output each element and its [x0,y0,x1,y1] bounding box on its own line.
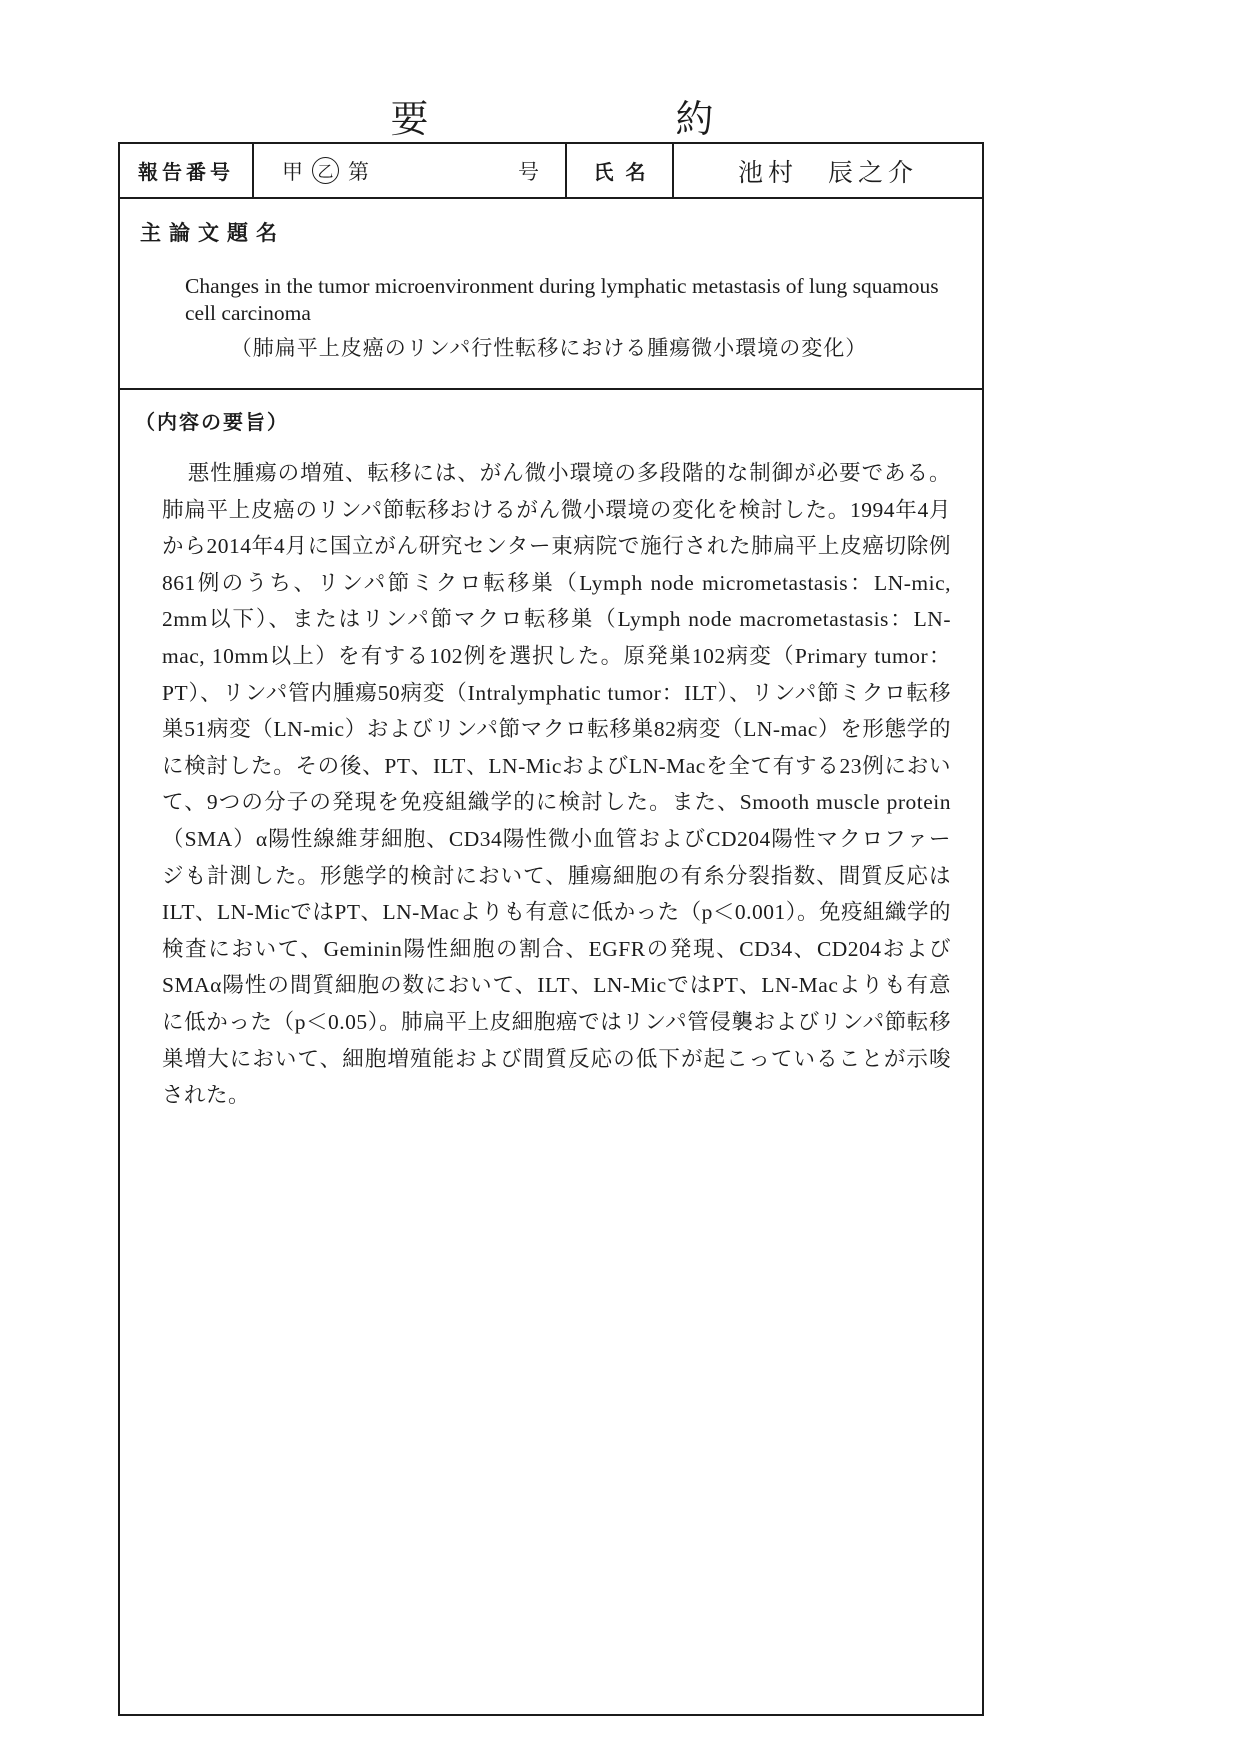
thesis-title-section-label: 主論文題名 [140,221,285,245]
report-dai-char: 第 [348,159,369,184]
document-frame [118,142,984,1716]
abstract-body-text: 悪性腫瘍の増殖、転移には、がん微小環境の多段階的な制御が必要である。肺扁平上皮癌のリンパ節転移おけるがん微小環境の変化を検討した。1994年4月から2014年4月に国立がん研究センター東病院で施行された肺扁平上皮癌切除例861例のうち、リンパ節ミクロ転移巣（Lymph node micrometastasis：LN-mic, 2mm以下）、またはリンパ節マクロ転移巣（Lymph node macrometastasis：LN-mac, 10mm以上）を有する102例を選択した。原発巣102病変（Primary tumor：PT）、リンパ管内腫瘍50病変（Intralymphatic tumor：ILT）、リンパ節ミクロ転移巣51病変（LN-mic）およびリンパ節マクロ転移巣82病変（LN-mac）を形態学的に検討した。その後、PT、ILT、LN-MicおよびLN-Macを全て有する23例において、9つの分子の発現を免疫組織学的に検討した。また、Smooth muscle protein（SMA）α陽性線維芽細胞、CD34陽性微小血管およびCD204陽性マクロファージも計測した。形態学的検討において、腫瘍細胞の有糸分裂指数、間質反応はILT、LN-MicではPT、LN-Macよりも有意に低かった（p＜0.001）。免疫組織学的検査において、Geminin陽性細胞の割合、EGFRの発現、CD34、CD204およびSMAα陽性の間質細胞の数において、ILT、LN-MicではPT、LN-Macよりも有意に低かった（p＜0.05）。肺扁平上皮細胞癌ではリンパ管侵襲およびリンパ節転移巣増大において、細胞増殖能および間質反応の低下が起こっていることが示唆された。 [162,461,951,1108]
name-label: 氏名 [567,144,674,197]
report-otsu-circled-char: 乙 [312,157,339,184]
header-table [120,144,982,199]
abstract-section-label: （内容の要旨） [135,412,289,434]
abstract-section [120,390,982,1714]
report-number-prefix [282,156,369,186]
thesis-title-english: Changes in the tumor microenvironment during lymphatic metastasis of lung squamous cell carcinoma [185,274,939,325]
thesis-title-section [120,199,982,390]
report-gou-char: 号 [518,159,539,184]
report-number-cell [254,144,567,197]
thesis-title-japanese: （肺扁平上皮癌のリンパ行性転移における腫瘍微小環境の変化） [230,336,868,360]
report-number-label: 報告番号 [120,144,254,197]
document-title: 要約 [390,99,961,141]
report-kou-char: 甲 [282,159,303,184]
name-value: 池村 辰之介 [737,159,918,187]
